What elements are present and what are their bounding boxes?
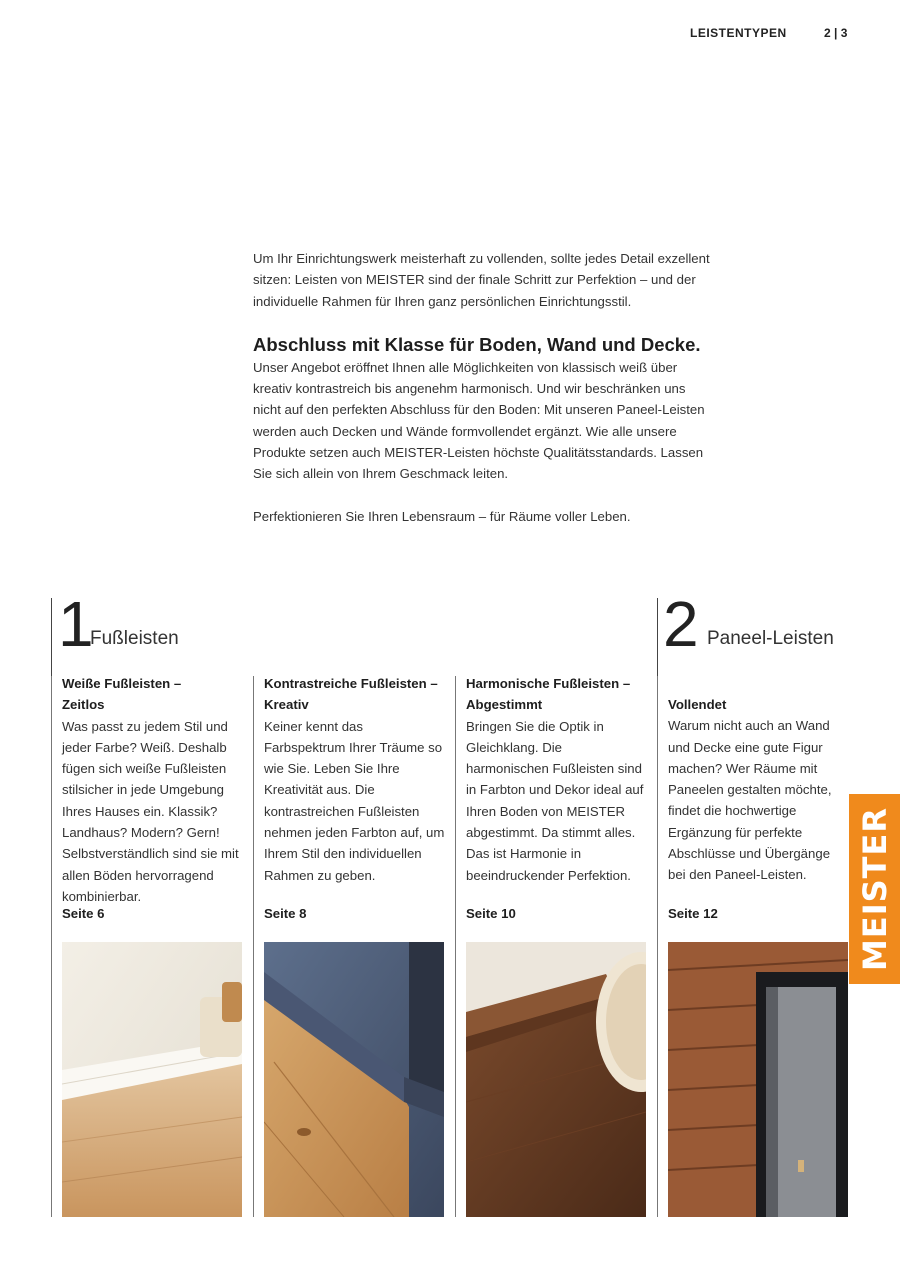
column-page-link[interactable]: Seite 12 <box>668 906 718 921</box>
column-title: Kontrastreiche Fußleisten – Kreativ <box>264 676 438 713</box>
photo-white-baseboard <box>62 942 242 1217</box>
page-section-title: LEISTENTYPEN <box>690 26 787 40</box>
column-rule-4 <box>657 676 658 1217</box>
column-text: Was passt zu jedem Stil und jeder Farbe? Weiß. Deshalb fügen sich weiße Fußleisten stilsicher in jede Umgebung Ihres Hauses ein. Klassik? Landhaus? Modern? Gern! Selbstverständlich sind sie mit allen Böden hervorragend kombinierbar. <box>62 718 239 904</box>
column-text: Bringen Sie die Optik in Gleichklang. Die harmonischen Fußleisten sind in Farbton und Dekor ideal auf Ihren Boden von MEISTER abgestimmt. Da stimmt alles. Das ist Harmonie in beeindruckender Perfektion. <box>466 718 644 883</box>
photo-panel-wall <box>668 942 848 1217</box>
column-rule-1 <box>51 676 52 1217</box>
column-rule-2 <box>253 676 254 1217</box>
section-2-number: 2 <box>663 588 697 660</box>
column-contrast-baseboards <box>264 673 446 886</box>
column-page-link[interactable]: Seite 6 <box>62 906 105 921</box>
intro-closing: Perfektionieren Sie Ihren Lebensraum – für Räume voller Leben. <box>253 508 631 524</box>
column-page-link[interactable]: Seite 10 <box>466 906 516 921</box>
column-text: Keiner kennt das Farbspektrum Ihrer Träume so wie Sie. Leben Sie Ihre Kreativität aus. Die kontrastreichen Fußleisten nehmen jeden Farbton auf, um Ihrem Stil den individuellen Rahmen zu geben. <box>264 718 445 883</box>
section-2-rule <box>657 598 658 676</box>
column-text: Warum nicht auch an Wand und Decke eine gute Figur machen? Wer Räume mit Paneelen gestalten möchte, findet die hochwertige Ergänzung für perfekte Abschlüsse und Übergänge bei den Paneel-Leisten. <box>668 718 832 883</box>
intro-body: Unser Angebot eröffnet Ihnen alle Möglichkeiten von klassisch weiß über kreativ kontrastreich bis angenehm harmonisch. Und wir beschränken uns nicht auf den perfekten Abschluss für den Boden: Mit unseren Paneel-Leisten werden auch Decken und Wände formvollendet ergänzt. Wie alle unsere Produkte setzen auch MEISTER-Leisten höchste Qualitätsstandards. Lassen Sie sich allein von Ihrem Geschmack leiten. <box>253 359 705 482</box>
column-title: Vollendet <box>668 697 727 712</box>
meister-logo-text: MEISTER <box>855 807 894 971</box>
column-title: Harmonische Fußleisten – Abgestimmt <box>466 676 631 713</box>
column-white-baseboards <box>62 673 244 907</box>
column-title: Weiße Fußleisten – Zeitlos <box>62 676 182 713</box>
section-1-title: Fußleisten <box>90 628 179 649</box>
intro-block <box>253 248 713 527</box>
section-2-title: Paneel-Leisten <box>707 628 834 649</box>
column-page-link[interactable]: Seite 8 <box>264 906 307 921</box>
column-panel-trims <box>668 694 850 886</box>
intro-heading: Abschluss mit Klasse für Boden, Wand und Decke. <box>253 333 701 355</box>
meister-logo <box>849 794 900 984</box>
section-1-rule <box>51 598 52 676</box>
section-1-number: 1 <box>58 588 92 660</box>
photo-contrast-baseboard <box>264 942 444 1217</box>
intro-lead: Um Ihr Einrichtungswerk meisterhaft zu vollenden, sollte jedes Detail exzellent sitzen: Leisten von MEISTER sind der finale Schritt zur Perfektion – und der individuelle Rahmen für Ihren ganz persönlichen Einrichtungsstil. <box>253 251 710 309</box>
column-rule-3 <box>455 676 456 1217</box>
page-number: 2 | 3 <box>824 26 848 40</box>
column-harmonic-baseboards <box>466 673 648 886</box>
photo-harmonic-baseboard <box>466 942 646 1217</box>
